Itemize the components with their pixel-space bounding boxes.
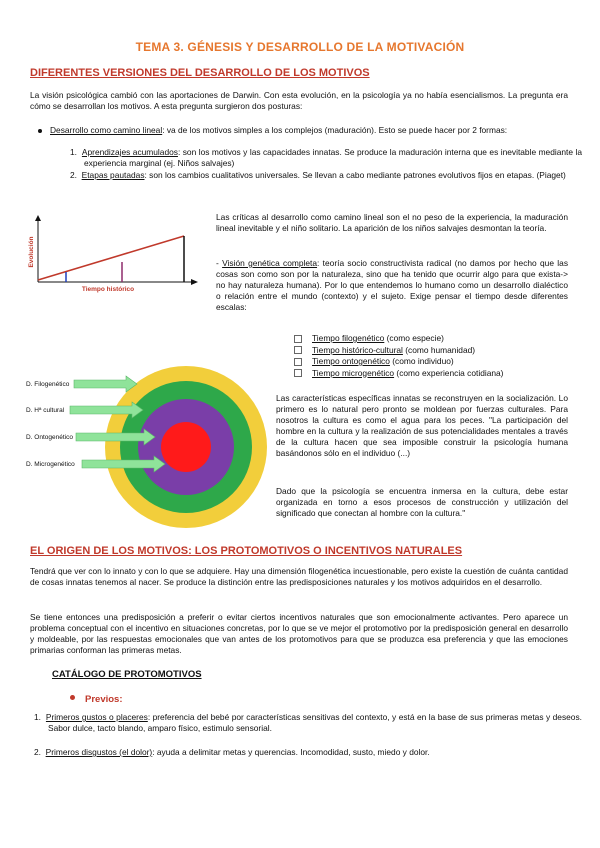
- list-number-2: 2.: [70, 170, 82, 180]
- genetica-text: : teoría socio constructivista radical (no damos por hecho que las cosas son como son por la naturaleza, sino que ha tenido que ocurrir algo para que exista-> no hay naturaleza humana). Por lo que entendemos lo humano como un desarrollo dialéctico o relación entre el mundo (contexto) y el sujeto. Exige pensar el tiempo desde diferentes escalas:: [216, 258, 569, 312]
- time-desc: (como individuo): [389, 356, 454, 366]
- checkbox-icon: [294, 335, 302, 343]
- previos-item: [70, 689, 123, 707]
- sub2-text: : son los cambios cualitativos universales. Se llevan a cabo mediante patrones evolutivos fijos en etapas. (Piaget): [144, 170, 566, 180]
- time-desc: (como especie): [384, 333, 444, 343]
- genetica-dash: -: [216, 258, 223, 268]
- section-heading-versiones: DIFERENTES VERSIONES DEL DESARROLLO DE LOS MOTIVOS: [30, 67, 370, 79]
- item1-term: Primeros gustos o placeres: [45, 712, 148, 722]
- intro-paragraph: La visión psicológica cambió con las aportaciones de Darwin. Con esta evolución, en la psicología ya no había esencialismos. La pregunta era cómo se desarrollan los motivos. A esta pregunta surgieron dos posturas:: [30, 90, 568, 111]
- cultura-paragraph: Dado que la psicología se encuentra inmersa en la cultura, debe estar organizada en torno a esos procesos de construcción y utilización del significado que conectan al hombre con la cultura.": [276, 486, 568, 518]
- time-term: Tiempo ontogenético: [312, 356, 390, 366]
- bullet-icon: [38, 129, 42, 133]
- arrow-historico-icon: [70, 402, 143, 418]
- sub-item-aprendizajes: [70, 147, 582, 169]
- previos-bullet-icon: [70, 695, 75, 700]
- protomotive-item-1: [34, 712, 582, 734]
- innatas-paragraph: Las características específicas innatas se reconstruyen en la socialización. Lo primero es lo natural pero pronto se moldean por fuerzas culturales. Para nosotros la cultura es como el agua para los peces. "La participación del hombre en la cultura y la realización de sus potencialidades mentales a través de la cultura hacen que sea imposible construir la psicología humana basándonos sólo en el individuo (...): [276, 393, 568, 458]
- ring-label-filogenetico: D. Filogenético: [26, 381, 70, 388]
- time-item: [294, 345, 574, 357]
- time-desc: (como humanidad): [402, 344, 476, 355]
- protomotive-item-2: [34, 747, 582, 758]
- time-item: [294, 333, 574, 345]
- list-number-1: 1.: [70, 147, 82, 157]
- ring-microgenetico: [161, 422, 211, 472]
- time-item: [294, 356, 574, 368]
- sub-item-etapas: [70, 170, 582, 181]
- item2-term: Primeros disgustos (el dolor): [45, 747, 153, 757]
- bullet-text: : va de los motivos simples a los complejos (maduración). Esto se puede hacer por 2 formas:: [162, 125, 508, 135]
- time-desc: (como experiencia cotidiana): [394, 367, 504, 378]
- ring-label-ontogenetico: D. Ontogenético: [26, 434, 73, 441]
- checkbox-icon: [294, 358, 302, 366]
- ring-label-historico: D. Hª cultural: [26, 407, 65, 414]
- x-axis-arrow-icon: [191, 279, 198, 285]
- previos-label: Previos: [85, 694, 120, 705]
- ring-label-microgenetico: D. Microgenético: [26, 461, 75, 468]
- time-scales-list: [294, 333, 574, 379]
- section-heading-origen: EL ORIGEN DE LOS MOTIVOS: LOS PROTOMOTIVOS O INCENTIVOS NATURALES: [30, 545, 463, 557]
- bullet-lineal: [38, 125, 584, 136]
- genetica-paragraph: [216, 258, 568, 313]
- criticas-paragraph: Las críticas al desarrollo como camino lineal son el no peso de la experiencia, la maduración lineal inevitable y el niño solitario. La aparición de los niños salvajes desmontan la teoría.: [216, 212, 568, 233]
- x-axis-label: Tiempo histórico: [81, 286, 135, 293]
- evolution-line-figure: [28, 212, 200, 302]
- origen-paragraph-2: Se tiene entonces una predisposición a preferir o evitar ciertos incentivos naturales que son emocionalmente activantes. Pero aparece un problema conceptual con el incentivo en situaciones concretas, por lo que se ve mejor el protomotivo por la predisposición general en desarrollo y moldeable, por las respuestas emocionales que van antes de los protomotivos para que se produzca esa preferencia y que las emociones primarias conforman las primeras metas.: [30, 612, 568, 655]
- time-term: Tiempo microgenético: [312, 367, 395, 378]
- item2-text: : ayuda a delimitar metas y querencias. Incomodidad, susto, miedo y dolor.: [152, 747, 430, 757]
- genetica-term: Visión genética completa: [222, 258, 318, 268]
- catalog-heading: CATÁLOGO DE PROTOMOTIVOS: [52, 669, 202, 680]
- y-axis-arrow-icon: [35, 215, 41, 221]
- list-number-1: 1.: [34, 712, 46, 722]
- sub1-text: : son los motivos y las capacidades innatas. Se produce la maduración interna que es inevitable mediante la experiencia marginal (ej. Niños salvajes): [84, 147, 582, 168]
- time-item: [294, 368, 574, 380]
- page-title: TEMA 3. GÉNESIS Y DESARROLLO DE LA MOTIVACIÓN: [135, 40, 465, 54]
- item1-text: : preferencia del bebé por características sensitivas del contexto, y está en la base de sus primeras metas y deseos. Sabor dulce, tacto blando, amparo físico, estimulo sensorial.: [48, 712, 582, 733]
- checkbox-icon: [294, 346, 302, 354]
- origen-paragraph-1: Tendrá que ver con lo innato y con lo que se adquiere. Hay una dimensión filogenética incuestionable, pero existe la cuestión de cuánta cantidad de cosas innatas tenemos al nacer. Se produce la distinción entre las predisposiciones naturales y los motivos adquiridos en el desarrollo.: [30, 566, 568, 587]
- y-axis-label: Evolución: [28, 236, 35, 268]
- bullet-term: Desarrollo como camino lineal: [50, 125, 163, 135]
- evolution-line: [38, 236, 184, 280]
- time-term: Tiempo histórico-cultural: [312, 344, 403, 355]
- time-term: Tiempo filogenético: [312, 333, 385, 343]
- sub1-term: Aprendizajes acumulados: [81, 147, 178, 157]
- sub2-term: Etapas pautadas: [81, 170, 145, 180]
- concentric-rings-figure: [24, 366, 270, 530]
- list-number-2: 2.: [34, 747, 46, 757]
- arrow-filogenetico-icon: [74, 376, 137, 392]
- previos-colon: :: [119, 694, 123, 705]
- checkbox-icon: [294, 369, 302, 377]
